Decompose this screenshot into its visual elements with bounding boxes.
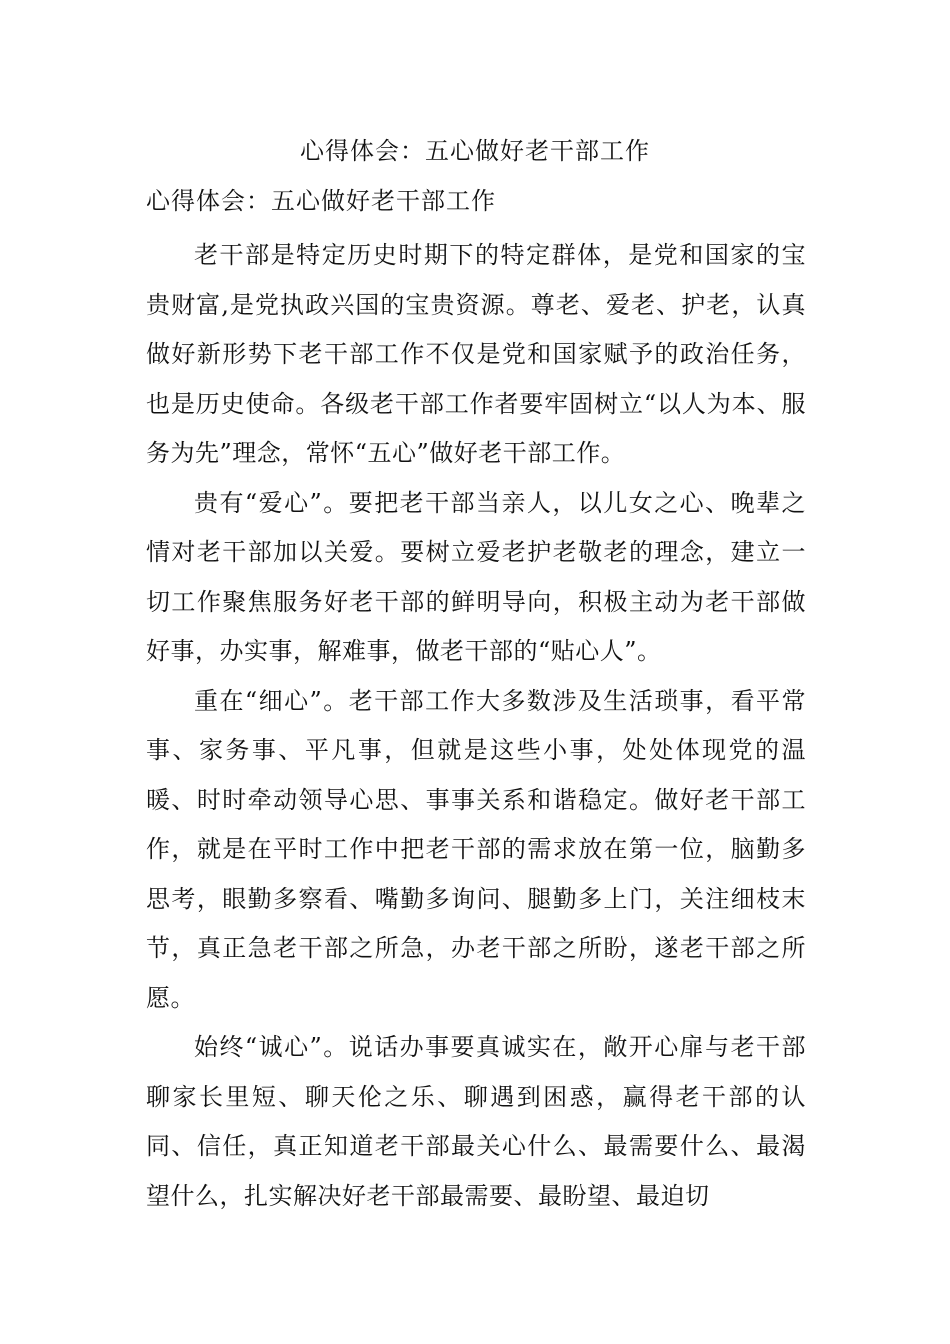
document-body: [146, 231, 806, 1221]
document-subtitle: 心得体会：五心做好老干部工作: [146, 187, 496, 215]
document-title: 心得体会：五心做好老干部工作: [300, 137, 650, 165]
paragraph-sincerity: 始终“诚心”。说话办事要真诚实在，敞开心扉与老干部聊家长里短、聊天伦之乐、聊遇到困惑，赢得老干部的认同、信任，真正知道老干部最关心什么、最需要什么、最渴望什么，扎实解决好老干部最需要、最盼望、最迫切: [146, 1033, 806, 1210]
paragraph-intro: 老干部是特定历史时期下的特定群体，是党和国家的宝贵财富,是党执政兴国的宝贵资源。尊老、爱老、护老，认真做好新形势下老干部工作不仅是党和国家赋予的政治任务，也是历史使命。各级老干部工作者要牢固树立“以人为本、服务为先”理念，常怀“五心”做好老干部工作。: [146, 241, 806, 467]
paragraph-love: 贵有“爱心”。要把老干部当亲人，以儿女之心、晚辈之情对老干部加以关爱。要树立爱老护老敬老的理念，建立一切工作聚焦服务好老干部的鲜明导向，积极主动为老干部做好事，办实事，解难事，做老干部的“贴心人”。: [146, 488, 806, 665]
paragraph-care: 重在“细心”。老干部工作大多数涉及生活琐事，看平常事、家务事、平凡事，但就是这些小事，处处体现党的温暖、时时牵动领导心思、事事关系和谐稳定。做好老干部工作，就是在平时工作中把老干部的需求放在第一位，脑勤多思考，眼勤多察看、嘴勤多询问、腿勤多上门，关注细枝末节，真正急老干部之所急，办老干部之所盼，遂老干部之所愿。: [146, 686, 806, 1012]
